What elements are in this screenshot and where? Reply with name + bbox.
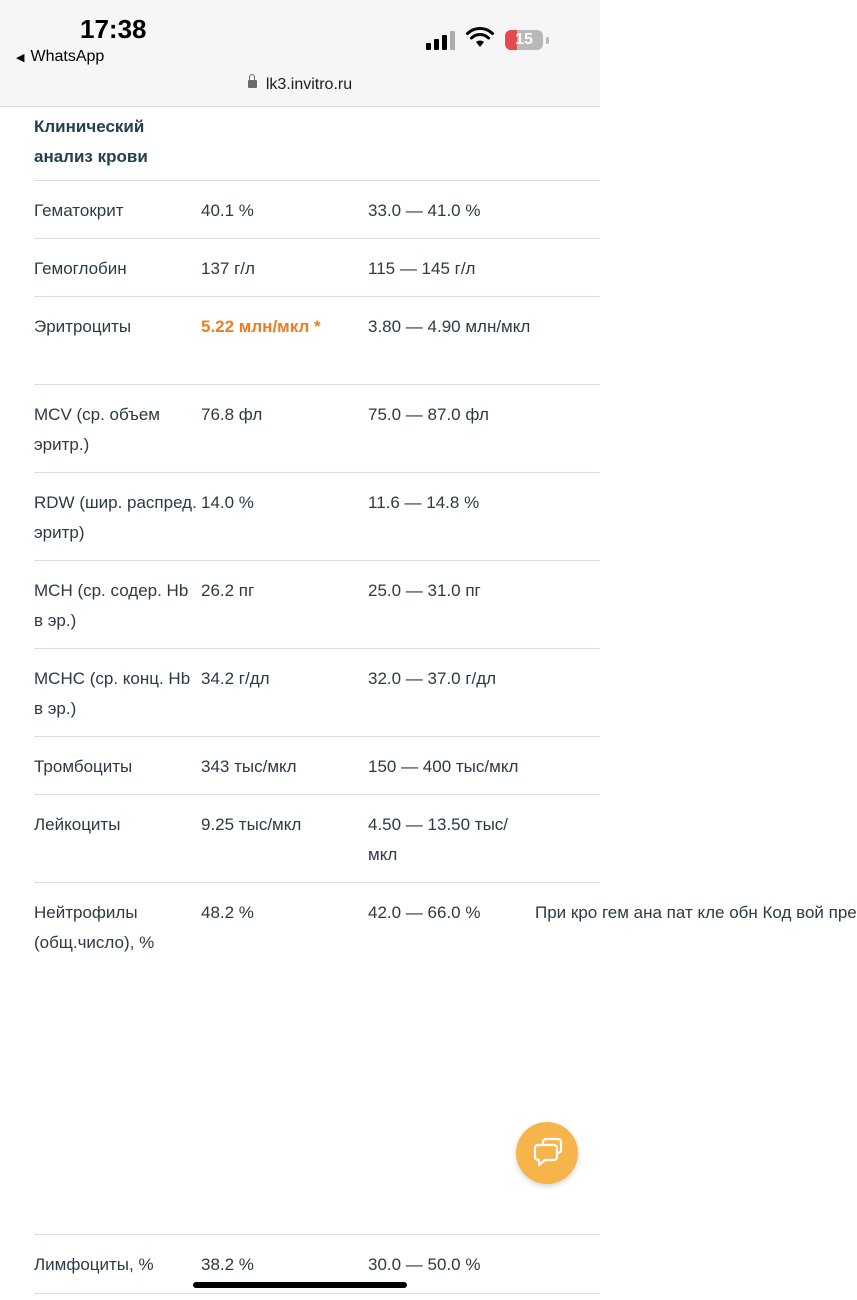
back-triangle-icon: ◀	[16, 52, 25, 64]
test-reference: 115 — 145 г/л	[368, 259, 476, 278]
address-bar[interactable]	[0, 76, 600, 94]
test-name: Гематокрит	[34, 201, 124, 220]
test-reference: 11.6 — 14.8 %	[368, 493, 480, 512]
status-bar	[0, 0, 600, 107]
table-row	[34, 472, 600, 561]
url-text: lk3.invitro.ru	[265, 76, 353, 93]
table-row	[34, 560, 600, 649]
battery-level: 15	[515, 31, 533, 48]
test-reference: 75.0 — 87.0 фл	[368, 405, 489, 424]
test-note: При кро гем ана пат кле обн Код вой пре	[535, 903, 857, 922]
table-row	[34, 384, 600, 473]
test-value: 34.2 г/дл	[201, 669, 270, 688]
test-reference: 33.0 — 41.0 %	[368, 201, 481, 220]
section-title: Клинический анализ крови	[34, 117, 148, 166]
back-to-app-button[interactable]	[16, 48, 104, 66]
test-name: Лимфоциты, %	[34, 1255, 154, 1274]
wifi-icon	[466, 27, 494, 49]
table-row	[34, 794, 600, 883]
cellular-signal-icon	[426, 30, 458, 50]
test-value: 40.1 %	[201, 201, 254, 220]
table-row	[34, 296, 600, 385]
test-name: Нейтрофилы (общ.число), %	[34, 903, 155, 952]
test-name: Тромбоциты	[34, 757, 133, 776]
test-reference: 32.0 — 37.0 г/дл	[368, 669, 497, 688]
test-value: 48.2 %	[201, 903, 254, 922]
table-row	[34, 736, 600, 795]
test-value: 14.0 %	[201, 493, 254, 512]
test-value-abnormal: 5.22 млн/мкл *	[201, 317, 321, 336]
results-table	[0, 107, 857, 1300]
table-row	[34, 180, 600, 239]
battery-nub	[546, 37, 549, 44]
test-value: 26.2 пг	[201, 581, 255, 600]
lock-icon	[248, 80, 257, 88]
table-row	[34, 238, 600, 297]
table-row	[34, 648, 600, 737]
battery-icon	[505, 30, 543, 50]
test-value: 137 г/л	[201, 259, 255, 278]
test-reference: 42.0 — 66.0 %	[368, 903, 481, 922]
back-app-label: WhatsApp	[30, 48, 105, 65]
test-value: 343 тыс/мкл	[201, 757, 297, 776]
home-indicator	[193, 1282, 407, 1288]
test-reference: 3.80 — 4.90 млн/мкл	[368, 317, 531, 336]
test-reference: 150 — 400 тыс/мкл	[368, 757, 519, 776]
chat-bubbles-icon	[516, 1122, 578, 1184]
test-name: MCV (ср. объем эритр.)	[34, 405, 160, 454]
test-name: MCH (ср. содер. Hb в эр.)	[34, 581, 189, 630]
test-name: Лейкоциты	[34, 815, 121, 834]
test-name: Эритроциты	[34, 317, 132, 336]
test-name: Гемоглобин	[34, 259, 127, 278]
test-reference: 25.0 — 31.0 пг	[368, 581, 481, 600]
test-name: RDW (шир. распред. эритр)	[34, 493, 197, 542]
test-value: 38.2 %	[201, 1255, 254, 1274]
test-value: 76.8 фл	[201, 405, 263, 424]
test-reference: 30.0 — 50.0 %	[368, 1255, 481, 1274]
clock: 17:38	[80, 14, 147, 44]
test-name: MCHC (ср. конц. Hb в эр.)	[34, 669, 191, 718]
test-value: 9.25 тыс/мкл	[201, 815, 302, 834]
chat-button[interactable]	[516, 1122, 578, 1184]
test-reference: 4.50 — 13.50 тыс/мкл	[368, 815, 509, 864]
